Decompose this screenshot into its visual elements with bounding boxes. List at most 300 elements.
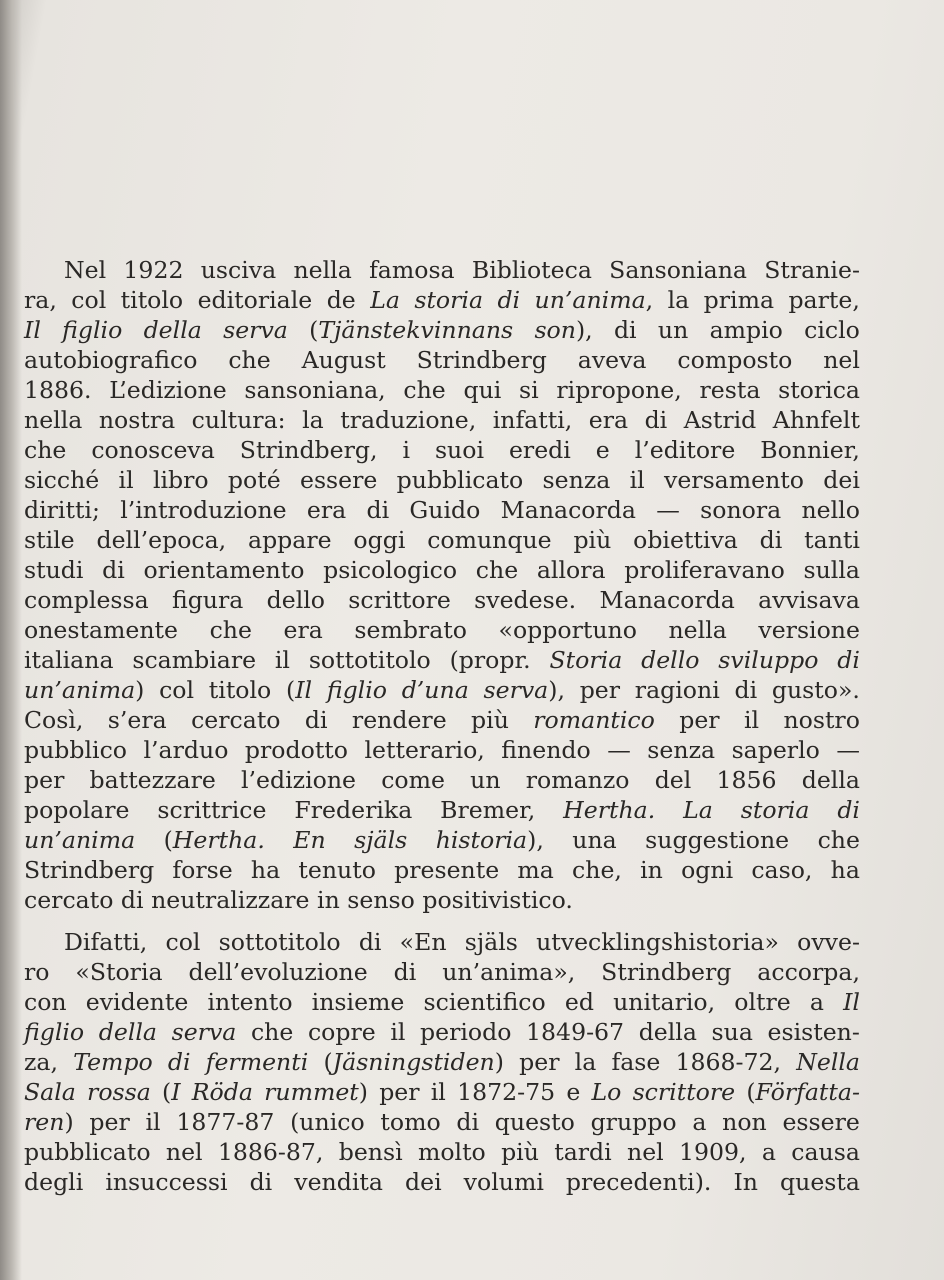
word: Storia bbox=[549, 646, 623, 674]
word: prima bbox=[703, 286, 775, 314]
word: rummet) bbox=[264, 1078, 368, 1106]
word: ogni bbox=[681, 856, 734, 884]
word: dell’epoca, bbox=[96, 526, 227, 554]
word: studi bbox=[24, 556, 84, 584]
word: che bbox=[475, 556, 519, 584]
word: sua bbox=[711, 1018, 753, 1046]
word: 1922 bbox=[123, 256, 184, 284]
word: che bbox=[250, 1018, 294, 1046]
word: suggestione bbox=[645, 826, 790, 854]
word: infatti, bbox=[492, 406, 573, 434]
word: storia bbox=[740, 796, 810, 824]
word: romanzo bbox=[525, 766, 630, 794]
word: che bbox=[817, 826, 860, 854]
word: essere bbox=[782, 1108, 860, 1136]
word: in bbox=[640, 856, 663, 884]
word: col bbox=[159, 676, 195, 704]
word: Frederika bbox=[294, 796, 413, 824]
word: ha bbox=[830, 856, 860, 884]
word: il bbox=[274, 646, 290, 674]
word: Bremer, bbox=[440, 796, 536, 824]
word: di bbox=[456, 1108, 480, 1136]
text-line bbox=[24, 705, 860, 735]
word: cercato bbox=[24, 886, 114, 914]
word: che bbox=[228, 346, 271, 374]
word: per bbox=[89, 1108, 130, 1136]
word: za, bbox=[24, 1048, 58, 1076]
word: autobiografico bbox=[24, 346, 198, 374]
word: il bbox=[390, 1018, 406, 1046]
word: storia bbox=[414, 286, 484, 314]
word: dell’evoluzione bbox=[188, 958, 368, 986]
text-line bbox=[24, 345, 860, 375]
word: precedenti). bbox=[565, 1168, 712, 1196]
word: questo bbox=[494, 1108, 575, 1136]
word: Il bbox=[843, 988, 860, 1016]
word: ha bbox=[250, 856, 281, 884]
word: più bbox=[501, 1138, 539, 1166]
word: letterario, bbox=[364, 736, 485, 764]
word: insuccessi bbox=[105, 1168, 228, 1196]
word: conosceva bbox=[91, 436, 215, 464]
word: nella bbox=[293, 256, 352, 284]
word: senso bbox=[347, 886, 415, 914]
word: ed bbox=[564, 988, 594, 1016]
word: scientifico bbox=[423, 988, 546, 1016]
word: «En bbox=[399, 928, 447, 956]
word: ra, bbox=[24, 286, 57, 314]
word: 1849-67 bbox=[526, 1018, 625, 1046]
word: Strindberg, bbox=[239, 436, 378, 464]
text-line bbox=[24, 765, 860, 795]
word: e bbox=[566, 1078, 581, 1106]
word: che bbox=[209, 616, 252, 644]
word: più bbox=[573, 526, 612, 554]
word: — bbox=[607, 736, 631, 764]
word: pubblicato bbox=[396, 466, 524, 494]
word: un’anima) bbox=[24, 676, 145, 704]
text-line bbox=[24, 435, 860, 465]
word: (Författa- bbox=[746, 1078, 860, 1106]
word: essere bbox=[299, 466, 378, 494]
word: Manacorda bbox=[500, 496, 636, 524]
word: in bbox=[317, 886, 340, 914]
text-line bbox=[24, 795, 860, 825]
word: era bbox=[588, 406, 629, 434]
word: fermenti bbox=[205, 1048, 309, 1076]
word: e bbox=[595, 436, 610, 464]
word: ciclo bbox=[804, 316, 860, 344]
word: un’anima», bbox=[442, 958, 576, 986]
word: avvisava bbox=[758, 586, 860, 614]
word: di bbox=[167, 1048, 191, 1076]
word: popolare bbox=[24, 796, 130, 824]
word: ro bbox=[24, 958, 50, 986]
word: tanti bbox=[804, 526, 860, 554]
word: questa bbox=[780, 1168, 860, 1196]
word: senza bbox=[542, 466, 611, 494]
word: la bbox=[302, 406, 324, 434]
word: dello bbox=[641, 646, 700, 674]
word: col bbox=[165, 928, 201, 956]
word: non bbox=[722, 1108, 767, 1136]
word: era bbox=[306, 496, 347, 524]
word: själs bbox=[464, 928, 518, 956]
word: evidente bbox=[85, 988, 189, 1016]
word: si bbox=[519, 376, 539, 404]
word: son), bbox=[534, 316, 593, 344]
text-line bbox=[24, 525, 860, 555]
word: de bbox=[326, 286, 356, 314]
word: psicologico bbox=[323, 556, 458, 584]
word: diritti; bbox=[24, 496, 100, 524]
word: di bbox=[734, 676, 758, 704]
word: nostra bbox=[98, 406, 176, 434]
word: s’era bbox=[107, 706, 167, 734]
word: Astrid bbox=[683, 406, 757, 434]
word: Röda bbox=[191, 1078, 253, 1106]
word: En bbox=[293, 826, 326, 854]
word: era bbox=[283, 616, 323, 644]
word: Hertha. bbox=[563, 796, 656, 824]
word: (Tjänstekvinnans bbox=[309, 316, 514, 344]
word: dei bbox=[405, 1168, 442, 1196]
word: 1886. bbox=[24, 376, 92, 404]
word: un bbox=[470, 766, 501, 794]
word: scambiare bbox=[132, 646, 257, 674]
word: l’arduo bbox=[143, 736, 229, 764]
word: il bbox=[430, 1078, 446, 1106]
word: figlio bbox=[62, 316, 123, 344]
text-line bbox=[24, 885, 860, 915]
word: sviluppo bbox=[718, 646, 819, 674]
word: di bbox=[358, 928, 382, 956]
word: a bbox=[761, 1138, 776, 1166]
word: periodo bbox=[420, 1018, 512, 1046]
word: ovve- bbox=[797, 928, 860, 956]
word: Sansoniana bbox=[609, 256, 747, 284]
word: degli bbox=[24, 1168, 84, 1196]
word: själs bbox=[354, 826, 408, 854]
text-line bbox=[24, 855, 860, 885]
text-line bbox=[24, 315, 860, 345]
word: cercato bbox=[191, 706, 281, 734]
word: Strindberg bbox=[416, 346, 547, 374]
word: sottotitolo bbox=[308, 646, 431, 674]
word: allora bbox=[536, 556, 606, 584]
word: Bonnier, bbox=[760, 436, 860, 464]
word: molto bbox=[417, 1138, 486, 1166]
word: «opportuno bbox=[498, 616, 637, 644]
word: l’edizione bbox=[241, 766, 356, 794]
word: accorpa, bbox=[757, 958, 860, 986]
word: utvecklingshistoria» bbox=[536, 928, 779, 956]
word: del bbox=[654, 766, 692, 794]
word: fase bbox=[611, 1048, 661, 1076]
word: di bbox=[497, 286, 521, 314]
word: nostro bbox=[783, 706, 860, 734]
word: ampio bbox=[709, 316, 783, 344]
word: che bbox=[24, 436, 67, 464]
text-line bbox=[24, 375, 860, 405]
word: tardi bbox=[554, 1138, 612, 1166]
word: forse bbox=[172, 856, 233, 884]
word: vendita bbox=[294, 1168, 383, 1196]
word: historia), bbox=[435, 826, 544, 854]
word: Sala bbox=[24, 1078, 76, 1106]
word: — bbox=[836, 736, 860, 764]
word: nel bbox=[627, 1138, 664, 1166]
word: per bbox=[579, 676, 621, 704]
word: di bbox=[120, 886, 144, 914]
word: causa bbox=[791, 1138, 860, 1166]
word: caso, bbox=[751, 856, 813, 884]
word: August bbox=[301, 346, 386, 374]
word: figlio bbox=[24, 1018, 85, 1046]
word: scrittore bbox=[632, 1078, 736, 1106]
word: (propr. bbox=[449, 646, 531, 674]
word: pubblico bbox=[24, 736, 128, 764]
word: sonora bbox=[700, 496, 782, 524]
word: Strindberg bbox=[601, 958, 732, 986]
word: tomo bbox=[380, 1108, 441, 1136]
word: ripropone, bbox=[556, 376, 682, 404]
word: volumi bbox=[463, 1168, 544, 1196]
word: romantico bbox=[533, 706, 655, 734]
word: nel bbox=[165, 1138, 203, 1166]
word: tenuto bbox=[298, 856, 376, 884]
word: presente bbox=[394, 856, 500, 884]
word: onestamente bbox=[24, 616, 178, 644]
word: di bbox=[393, 958, 417, 986]
word: sulla bbox=[803, 556, 860, 584]
text-line bbox=[24, 957, 860, 987]
word: Guido bbox=[409, 496, 481, 524]
word: parte, bbox=[788, 286, 860, 314]
word: Biblioteca bbox=[471, 256, 592, 284]
word: serva), bbox=[483, 676, 565, 704]
word: saperlo bbox=[731, 736, 820, 764]
word: (Il bbox=[286, 676, 313, 704]
word: Tempo bbox=[73, 1048, 153, 1076]
word: d’una bbox=[401, 676, 469, 704]
word: un’anima, bbox=[534, 286, 654, 314]
word: di bbox=[249, 1168, 273, 1196]
word: eredi bbox=[508, 436, 571, 464]
word: dei bbox=[823, 466, 860, 494]
word: a bbox=[809, 988, 824, 1016]
word: di bbox=[644, 406, 668, 434]
word: Nel bbox=[64, 256, 107, 284]
word: insieme bbox=[311, 988, 405, 1016]
word: «Storia bbox=[75, 958, 163, 986]
text-line bbox=[24, 555, 860, 585]
word: 1877-87 bbox=[176, 1108, 275, 1136]
text-line bbox=[24, 585, 860, 615]
word: editoriale bbox=[197, 286, 313, 314]
word: stile bbox=[24, 526, 75, 554]
word: scrittrice bbox=[157, 796, 267, 824]
word: proliferavano bbox=[624, 556, 785, 584]
word: Nella bbox=[796, 1048, 860, 1076]
word: libro bbox=[152, 466, 209, 494]
word: figura bbox=[171, 586, 244, 614]
word: 1868-72, bbox=[675, 1048, 782, 1076]
word: oltre bbox=[734, 988, 791, 1016]
word: di bbox=[304, 706, 328, 734]
word: Lo bbox=[591, 1078, 622, 1106]
word: Il bbox=[24, 316, 41, 344]
word: a bbox=[692, 1108, 707, 1136]
word: Così, bbox=[24, 706, 84, 734]
word: battezzare bbox=[89, 766, 216, 794]
word: suoi bbox=[434, 436, 485, 464]
word: di bbox=[613, 316, 637, 344]
word: ma bbox=[517, 856, 554, 884]
word: storica bbox=[778, 376, 860, 404]
text-line bbox=[24, 675, 860, 705]
word: della bbox=[98, 1018, 157, 1046]
word: obiettiva bbox=[633, 526, 738, 554]
text-line bbox=[24, 825, 860, 855]
word: più bbox=[471, 706, 509, 734]
word: versamento bbox=[664, 466, 804, 494]
word: di bbox=[102, 556, 125, 584]
word: poté bbox=[227, 466, 281, 494]
text-line bbox=[24, 1167, 860, 1197]
word: sottotitolo bbox=[218, 928, 341, 956]
word: neutralizzare bbox=[151, 886, 310, 914]
word: sembrato bbox=[354, 616, 467, 644]
text-line bbox=[24, 1137, 860, 1167]
word: L’edizione bbox=[109, 376, 227, 404]
text-line bbox=[24, 645, 860, 675]
word: composto bbox=[677, 346, 793, 374]
word: bensì bbox=[338, 1138, 403, 1166]
word: scrittore bbox=[348, 586, 451, 614]
text-line bbox=[24, 927, 860, 957]
word: ragioni bbox=[634, 676, 720, 704]
word: dello bbox=[266, 586, 326, 614]
word: complessa bbox=[24, 586, 149, 614]
word: versione bbox=[758, 616, 860, 644]
text-line bbox=[24, 1077, 860, 1107]
word: Difatti, bbox=[64, 928, 148, 956]
word: Manacorda bbox=[599, 586, 735, 614]
word: di bbox=[837, 796, 860, 824]
word: pubblicato bbox=[24, 1138, 151, 1166]
word: che bbox=[403, 376, 446, 404]
word: (I bbox=[162, 1078, 181, 1106]
word: un bbox=[657, 316, 689, 344]
word: qui bbox=[463, 376, 502, 404]
word: italiana bbox=[24, 646, 114, 674]
word: — bbox=[656, 496, 680, 524]
word: serva bbox=[223, 316, 288, 344]
text-line bbox=[24, 405, 860, 435]
word: orientamento bbox=[143, 556, 305, 584]
word: intento bbox=[207, 988, 293, 1016]
word: 1872-75 bbox=[457, 1078, 556, 1106]
word: di bbox=[759, 526, 783, 554]
word: Strindberg bbox=[24, 856, 155, 884]
word: la bbox=[667, 286, 690, 314]
word: Stranie- bbox=[764, 256, 860, 284]
word: svedese. bbox=[474, 586, 577, 614]
word: titolo bbox=[120, 286, 184, 314]
word: il bbox=[145, 1108, 161, 1136]
word: i bbox=[402, 436, 410, 464]
word: unitario, bbox=[613, 988, 716, 1016]
word: cultura: bbox=[191, 406, 286, 434]
word: rendere bbox=[351, 706, 447, 734]
word: titolo bbox=[208, 676, 272, 704]
word: esisten- bbox=[767, 1018, 860, 1046]
word: della bbox=[638, 1018, 697, 1046]
word: finendo bbox=[501, 736, 591, 764]
text-line bbox=[24, 1047, 860, 1077]
word: ren) bbox=[24, 1108, 74, 1136]
word: usciva bbox=[200, 256, 277, 284]
word: per bbox=[519, 1048, 560, 1076]
word: nella bbox=[668, 616, 727, 644]
word: 1886-87, bbox=[217, 1138, 324, 1166]
word: il bbox=[118, 466, 134, 494]
word: La bbox=[370, 286, 400, 314]
word: traduzione, bbox=[340, 406, 477, 434]
word: resta bbox=[699, 376, 761, 404]
text-line bbox=[24, 987, 860, 1017]
word: (Jäsningstiden) bbox=[323, 1048, 504, 1076]
word: la bbox=[574, 1048, 597, 1076]
word: con bbox=[24, 988, 67, 1016]
word: prodotto bbox=[244, 736, 348, 764]
word: l’editore bbox=[634, 436, 736, 464]
word: comunque bbox=[427, 526, 552, 554]
word: rossa bbox=[87, 1078, 151, 1106]
word: aveva bbox=[577, 346, 647, 374]
word: sansoniana, bbox=[244, 376, 386, 404]
word: serva bbox=[171, 1018, 237, 1046]
word: La bbox=[683, 796, 713, 824]
word: della bbox=[143, 316, 202, 344]
word: sicché bbox=[24, 466, 100, 494]
word: di bbox=[837, 646, 860, 674]
word: gusto». bbox=[771, 676, 860, 704]
text-line bbox=[24, 1107, 860, 1137]
word: 1856 bbox=[716, 766, 777, 794]
word: per bbox=[24, 766, 65, 794]
word: nel bbox=[823, 346, 860, 374]
word: per bbox=[379, 1078, 420, 1106]
word: della bbox=[801, 766, 860, 794]
word: l’introduzione bbox=[120, 496, 287, 524]
text-line bbox=[24, 615, 860, 645]
word: il bbox=[743, 706, 760, 734]
word: di bbox=[366, 496, 390, 524]
word: il bbox=[629, 466, 645, 494]
word: 1909, bbox=[679, 1138, 747, 1166]
word: figlio bbox=[326, 676, 387, 704]
word: (unico bbox=[290, 1108, 365, 1136]
word: gruppo bbox=[590, 1108, 677, 1136]
word: positivistico. bbox=[422, 886, 573, 914]
word: nella bbox=[24, 406, 83, 434]
word: Ahnfelt bbox=[772, 406, 860, 434]
word: oggi bbox=[353, 526, 406, 554]
text-line bbox=[24, 735, 860, 765]
text-line bbox=[24, 285, 860, 315]
